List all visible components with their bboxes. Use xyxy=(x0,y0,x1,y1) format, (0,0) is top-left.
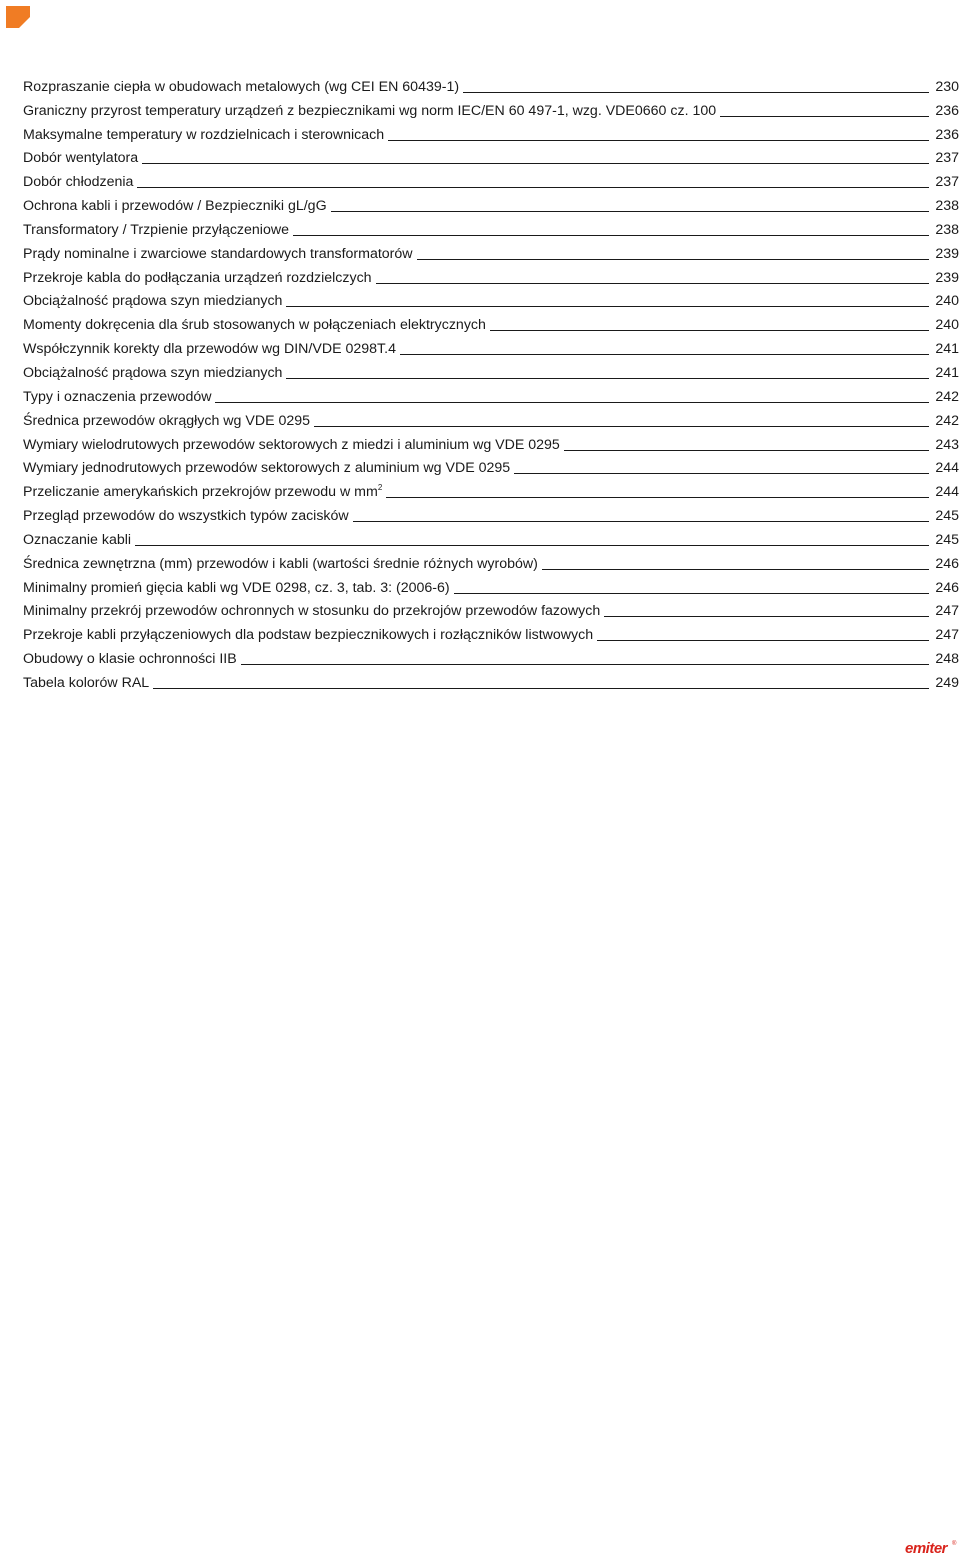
toc-leader-line xyxy=(142,163,929,164)
toc-page-number: 237 xyxy=(935,150,959,167)
toc-entry-title xyxy=(23,78,459,96)
toc-entry[interactable] xyxy=(23,287,959,311)
toc-leader-line xyxy=(720,116,929,117)
toc-entry-title-text: Rozpraszanie ciepła w obudowach metalowych (wg CEI EN 60439-1) xyxy=(23,78,460,95)
toc-entry-title-text: Średnica przewodów okrągłych wg VDE 0295 xyxy=(23,412,311,429)
toc-page-number: 238 xyxy=(935,198,959,215)
toc-leader-line xyxy=(286,378,929,379)
toc-entry[interactable] xyxy=(23,144,959,168)
toc-page-number: 247 xyxy=(935,603,959,620)
toc-entry[interactable] xyxy=(23,549,959,573)
toc-entry-title xyxy=(23,269,372,287)
toc-entry-title xyxy=(23,579,450,597)
toc-page-number: 239 xyxy=(935,245,959,262)
toc-entry-title xyxy=(23,459,510,477)
corner-tab-shape xyxy=(6,6,30,28)
toc-entry-title-text: Oznaczanie kabli xyxy=(23,531,132,548)
toc-leader-line xyxy=(137,187,929,188)
toc-leader-line xyxy=(241,664,930,665)
toc-entry-title xyxy=(23,412,310,430)
toc-leader-line xyxy=(454,593,930,594)
toc-entry-title-text: Minimalny promień gięcia kabli wg VDE 0298, cz. 3, tab. 3: (2006-6) xyxy=(23,579,450,596)
toc-page-number: 244 xyxy=(935,460,959,477)
toc-leader-line xyxy=(293,235,929,236)
toc-leader-line xyxy=(376,283,930,284)
toc-entry-title-text: Obciążalność prądowa szyn miedzianych xyxy=(23,293,283,310)
toc-entry-title xyxy=(23,126,384,144)
toc-entry-title-text: Ochrona kabli i przewodów / Bezpieczniki gL/gG xyxy=(23,198,327,215)
toc-entry[interactable] xyxy=(23,167,959,191)
toc-entry[interactable] xyxy=(23,620,959,644)
toc-leader-line xyxy=(604,616,929,617)
toc-entry[interactable] xyxy=(23,96,959,120)
toc-entry-title-text: Obudowy o klasie ochronności IIB xyxy=(23,651,237,668)
toc-page-number: 236 xyxy=(935,126,959,143)
toc-entry[interactable] xyxy=(23,382,959,406)
toc-entry-title-text: Przegląd przewodów do wszystkich typów zacisków xyxy=(23,508,349,525)
toc-leader-line xyxy=(386,497,929,498)
toc-leader-line xyxy=(353,521,930,522)
toc-entry[interactable] xyxy=(23,573,959,597)
toc-entry-title-superscript: 2 xyxy=(377,483,383,493)
toc-leader-line xyxy=(153,688,929,689)
toc-entry[interactable] xyxy=(23,454,959,478)
toc-leader-line xyxy=(331,211,930,212)
toc-page-number: 239 xyxy=(935,269,959,286)
toc-entry[interactable] xyxy=(23,358,959,382)
toc-page-number: 240 xyxy=(935,293,959,310)
toc-entry[interactable] xyxy=(23,430,959,454)
toc-entry[interactable] xyxy=(23,263,959,287)
toc-entry-title-text: Dobór wentylatora xyxy=(23,150,139,167)
toc-page-number: 245 xyxy=(935,508,959,525)
toc-leader-line xyxy=(463,92,929,93)
toc-leader-line xyxy=(286,306,929,307)
toc-entry[interactable] xyxy=(23,310,959,334)
toc-page-number: 243 xyxy=(935,436,959,453)
toc-entry-title-text: Typy i oznaczenia przewodów xyxy=(23,388,212,405)
toc-entry[interactable] xyxy=(23,215,959,239)
toc-entry[interactable] xyxy=(23,406,959,430)
toc-entry-title-text: Minimalny przekrój przewodów ochronnych w stosunku do przekrojów przewodów fazowych xyxy=(23,603,601,620)
toc-leader-line xyxy=(314,426,929,427)
toc-entry-title xyxy=(23,555,538,573)
toc-entry-title xyxy=(23,102,716,120)
toc-entry-title-text: Wymiary jednodrutowych przewodów sektorowych z aluminium wg VDE 0295 xyxy=(23,460,511,477)
toc-entry[interactable] xyxy=(23,72,959,96)
toc-entry-title xyxy=(23,674,149,692)
toc-leader-line xyxy=(597,640,929,641)
toc-entry-title xyxy=(23,340,396,358)
toc-entry[interactable] xyxy=(23,191,959,215)
toc-entry-title-text: Prądy nominalne i zwarciowe standardowych transformatorów xyxy=(23,245,413,262)
toc-page-number: 246 xyxy=(935,555,959,572)
toc-entry-title-text: Momenty dokręcenia dla śrub stosowanych w połączeniach elektrycznych xyxy=(23,317,486,334)
toc-entry-title xyxy=(23,221,289,239)
toc-page-number: 241 xyxy=(935,364,959,381)
toc-entry[interactable] xyxy=(23,597,959,621)
toc-entry-title xyxy=(23,602,600,620)
toc-page-number: 242 xyxy=(935,388,959,405)
toc-leader-line xyxy=(135,545,929,546)
logo-wordmark: emiter xyxy=(905,1540,948,1556)
toc-entry-title-text: Maksymalne temperatury w rozdzielnicach i sterownicach xyxy=(23,126,385,143)
toc-entry[interactable] xyxy=(23,120,959,144)
toc-page-number: 241 xyxy=(935,341,959,358)
toc-entry-title xyxy=(23,436,560,454)
toc-entry-title xyxy=(23,173,133,191)
toc-page-number: 244 xyxy=(935,484,959,501)
toc-entry-title-text: Przekroje kabla do podłączania urządzeń rozdzielczych xyxy=(23,269,372,286)
toc-entry-title-text: Wymiary wielodrutowych przewodów sektorowych z miedzi i aluminium wg VDE 0295 xyxy=(23,436,560,453)
toc-page-number: 230 xyxy=(935,78,959,95)
toc-entry-title xyxy=(23,388,211,406)
toc-entry-title-text: Graniczny przyrost temperatury urządzeń z bezpiecznikami wg norm IEC/EN 60 497-1, wzg. VDE0660 cz. 100 xyxy=(23,102,717,119)
emiter-logo xyxy=(904,1538,958,1556)
toc-entry-title xyxy=(23,292,282,310)
toc-entry-title xyxy=(23,626,593,644)
toc-entry-title xyxy=(23,316,486,334)
toc-page-number: 248 xyxy=(935,651,959,668)
toc-entry-title-text: Transformatory / Trzpienie przyłączeniowe xyxy=(23,221,289,238)
toc-entry-title-text: Przeliczanie amerykańskich przekrojów przewodu w mm xyxy=(23,484,378,501)
toc-entry[interactable] xyxy=(23,644,959,668)
toc-entry-title-text: Przekroje kabli przyłączeniowych dla podstaw bezpiecznikowych i rozłączników listwowych xyxy=(23,627,594,644)
toc-entry[interactable] xyxy=(23,334,959,358)
toc-entry[interactable] xyxy=(23,477,959,501)
toc-leader-line xyxy=(215,402,929,403)
corner-tab-marker xyxy=(6,6,30,28)
toc-leader-line xyxy=(542,569,929,570)
toc-leader-line xyxy=(417,259,930,260)
toc-page-number: 249 xyxy=(935,674,959,691)
toc-entry-title-text: Dobór chłodzenia xyxy=(23,174,134,191)
toc-entry-title-text: Obciążalność prądowa szyn miedzianych xyxy=(23,364,283,381)
toc-page-number: 245 xyxy=(935,531,959,548)
toc-leader-line xyxy=(388,140,929,141)
toc-entry-title xyxy=(23,507,349,525)
toc-entry[interactable] xyxy=(23,239,959,263)
toc-entry-title xyxy=(23,197,327,215)
toc-entry-title xyxy=(23,245,413,263)
toc-page-number: 247 xyxy=(935,627,959,644)
toc-entry-title-text: Tabela kolorów RAL xyxy=(23,674,150,691)
toc-page-number: 242 xyxy=(935,412,959,429)
logo-registered-mark: ® xyxy=(952,1541,957,1547)
toc-leader-line xyxy=(564,450,930,451)
toc-page-number: 240 xyxy=(935,317,959,334)
toc-page-number: 246 xyxy=(935,579,959,596)
toc-entry[interactable] xyxy=(23,668,959,692)
toc-leader-line xyxy=(400,354,929,355)
toc-entry[interactable] xyxy=(23,525,959,549)
toc-entry-title xyxy=(23,149,138,167)
toc-leader-line xyxy=(514,473,929,474)
toc-entry-title xyxy=(23,483,382,501)
toc-entry-title xyxy=(23,650,237,668)
toc-entry-title xyxy=(23,531,131,549)
toc-entry-title-text: Współczynnik korekty dla przewodów wg DIN/VDE 0298T.4 xyxy=(23,341,396,358)
toc-leader-line xyxy=(490,330,929,331)
toc-entry-title xyxy=(23,364,282,382)
table-of-contents xyxy=(23,72,959,692)
toc-entry-title-text: Średnica zewnętrzna (mm) przewodów i kabli (wartości średnie różnych wyrobów) xyxy=(23,555,538,572)
toc-entry[interactable] xyxy=(23,501,959,525)
toc-page-number: 238 xyxy=(935,221,959,238)
toc-page-number: 237 xyxy=(935,174,959,191)
toc-page-number: 236 xyxy=(935,102,959,119)
